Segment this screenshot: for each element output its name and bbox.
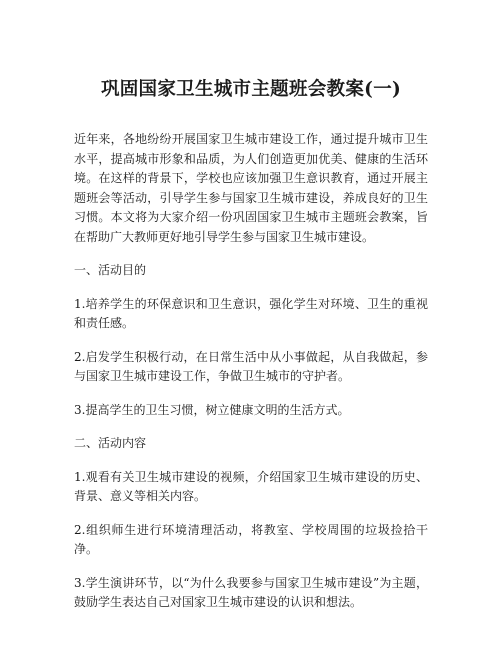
list-item: 3.学生演讲环节，以“为什么我要参与国家卫生城市建设”为主题，鼓励学生表达自己对国家卫生城市建设的认识和想法。 xyxy=(74,575,428,609)
section-heading: 一、活动目的 xyxy=(74,263,147,277)
section-activity-goals xyxy=(74,261,428,420)
list-item: 1.观看有关卫生城市建设的视频，介绍国家卫生城市建设的历史、背景、意义等相关内容。 xyxy=(74,469,428,503)
section-activity-content xyxy=(74,434,428,613)
document-title: 巩固国家卫生城市主题班会教案(一) xyxy=(100,79,402,100)
list-item: 1.培养学生的环保意识和卫生意识，强化学生对环境、卫生的重视和责任感。 xyxy=(74,296,428,330)
list-item: 2.组织师生进行环境清理活动，将教室、学校周围的垃圾捡拾干净。 xyxy=(74,522,428,556)
section-heading: 二、活动内容 xyxy=(74,436,147,450)
intro-paragraph: 近年来，各地纷纷开展国家卫生城市建设工作，通过提升城市卫生水平，提高城市形象和品质，为人们创造更加优美、健康的生活环境。在这样的背景下，学校也应该加强卫生意识教育，通过开展主题班会等活动，引导学生参与国家卫生城市建设，养成良好的卫生习惯。本文将为大家介绍一份巩固国家卫生城市主题班会教案，旨在帮助广大教师更好地引导学生参与国家卫生城市建设。 xyxy=(74,132,428,244)
list-item: 3.提高学生的卫生习惯，树立健康文明的生活方式。 xyxy=(74,402,350,417)
list-item: 2.启发学生积极行动，在日常生活中从小事做起，从自我做起，参与国家卫生城市建设工作，争做卫生城市的守护者。 xyxy=(74,349,428,383)
